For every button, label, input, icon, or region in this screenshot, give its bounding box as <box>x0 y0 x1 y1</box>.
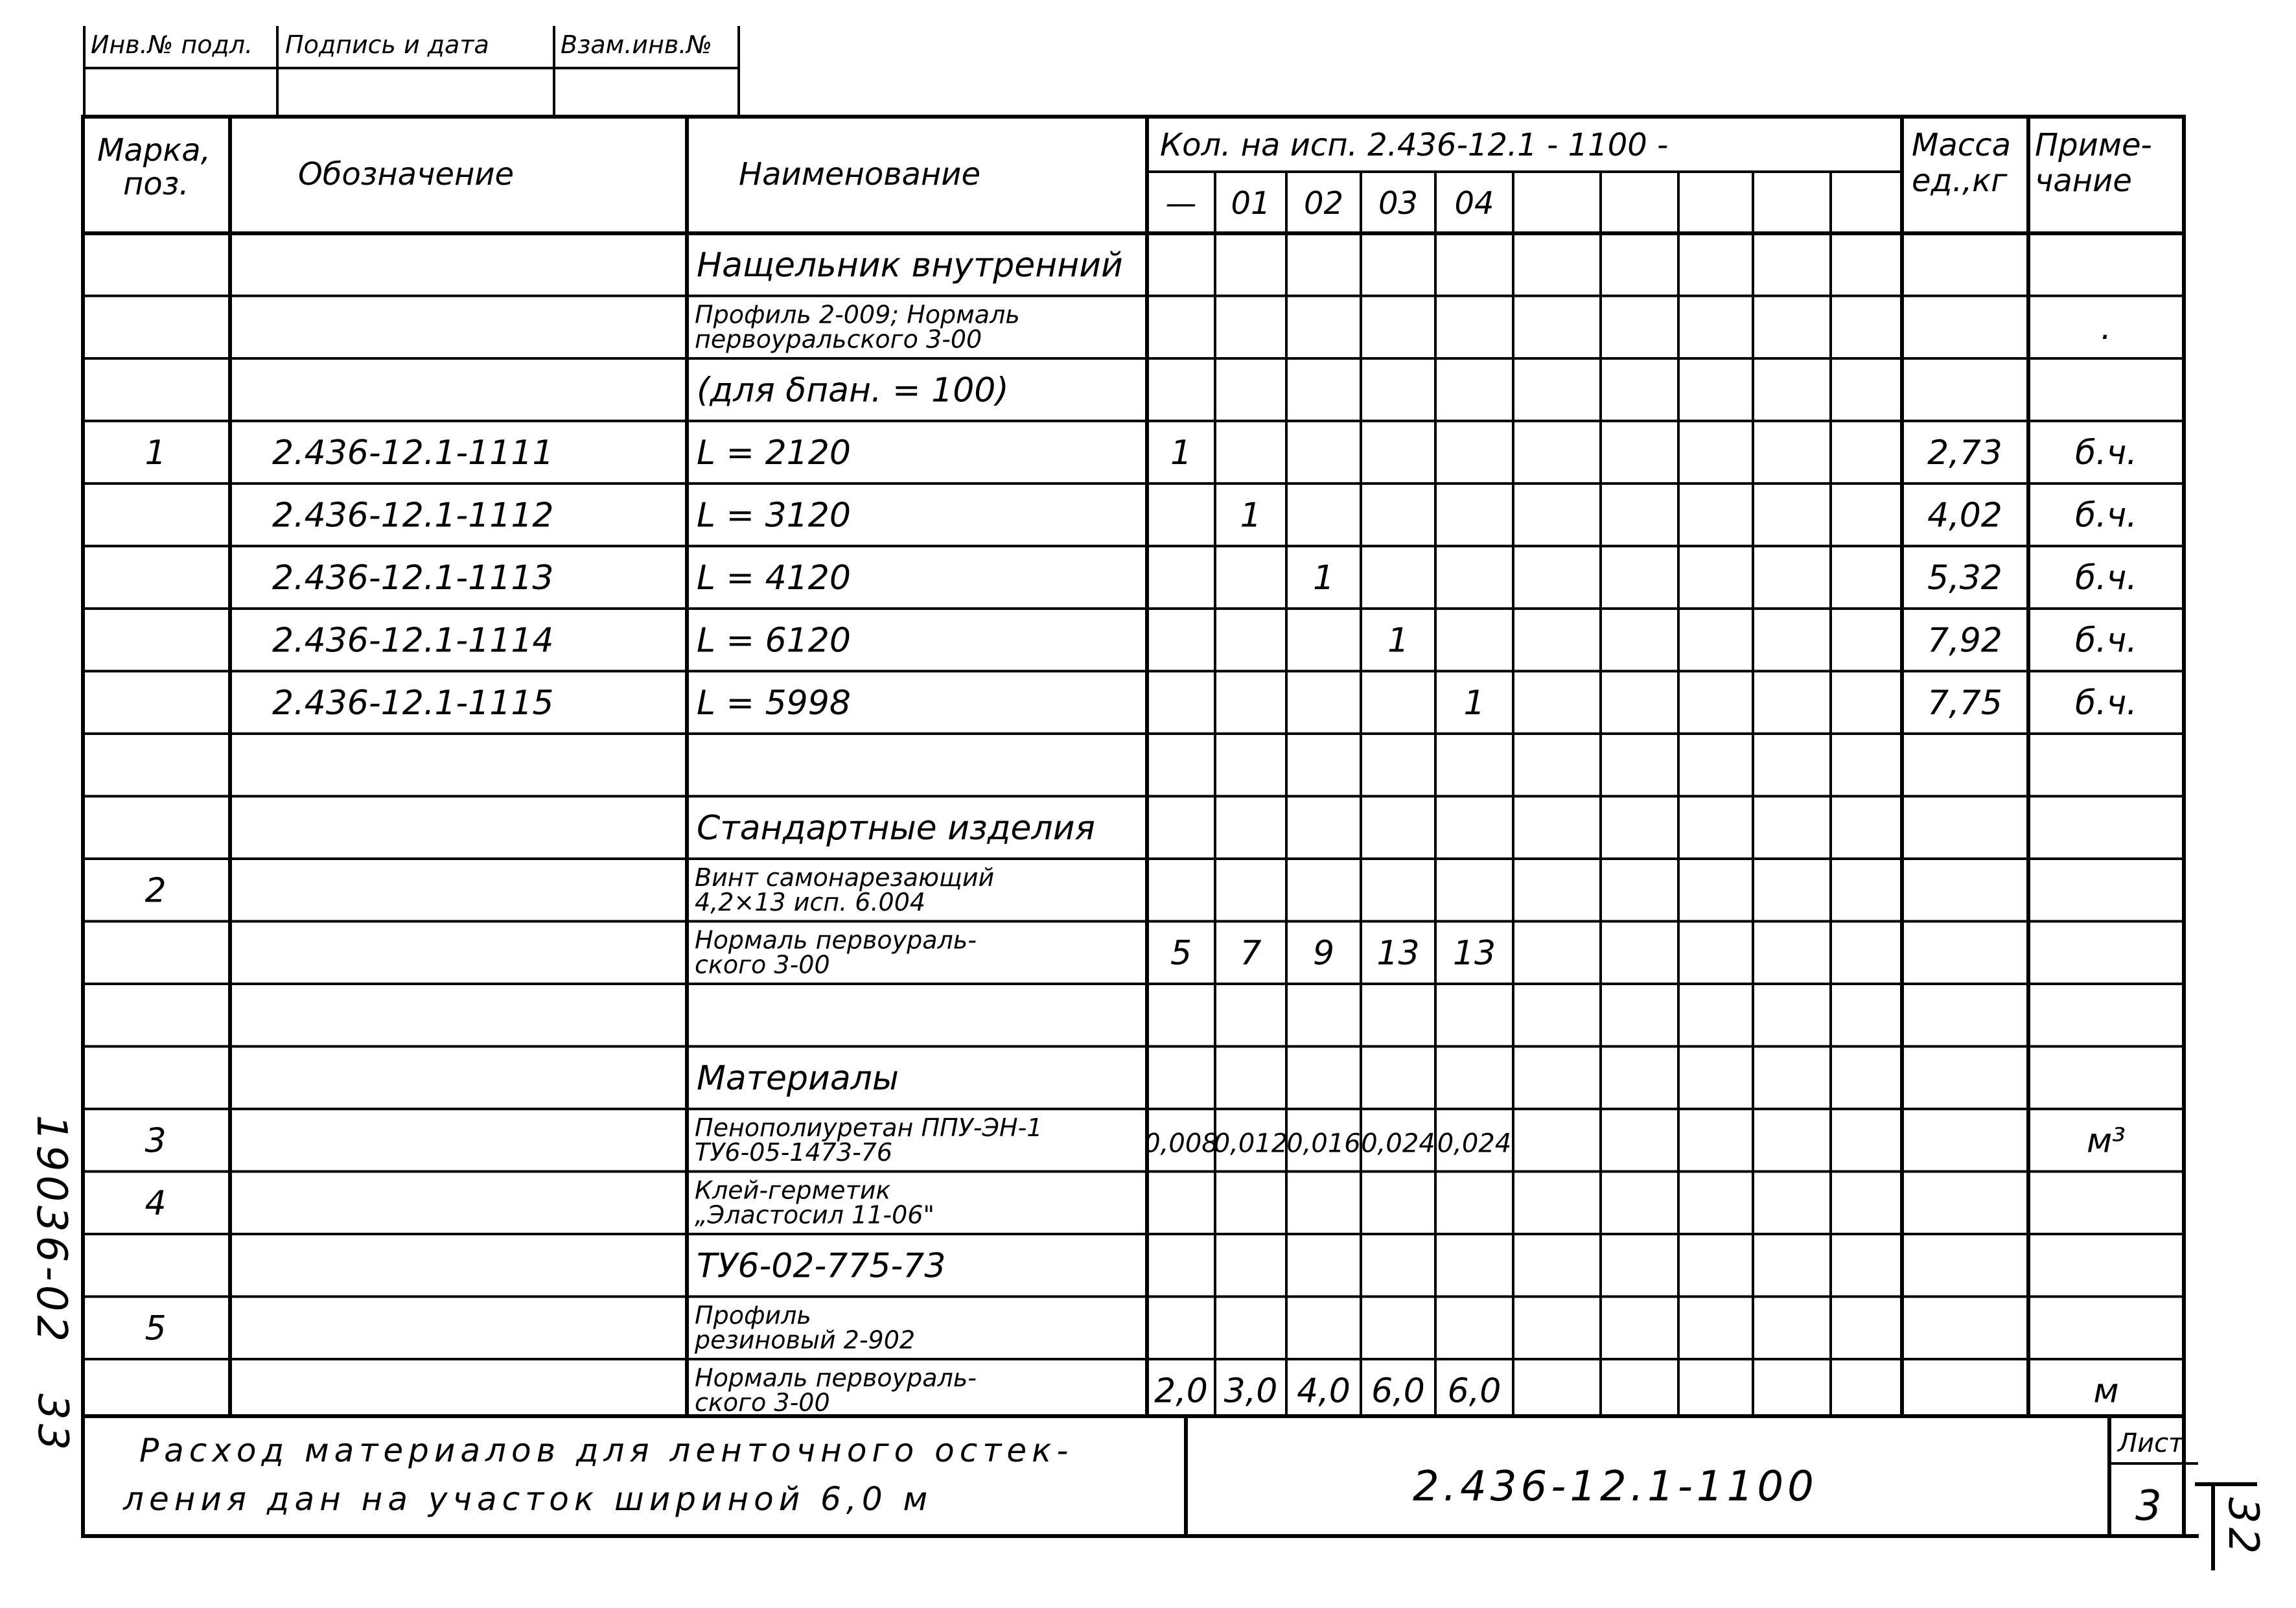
row-note: б.ч. <box>2075 683 2137 723</box>
row-position: 2 <box>145 871 167 911</box>
row-mass: 4,02 <box>1927 496 2002 535</box>
row-note: м <box>2093 1371 2119 1411</box>
row-qty-1: 3,0 <box>1223 1371 1278 1411</box>
row-note: м³ <box>2086 1121 2126 1161</box>
row-position: 4 <box>145 1183 167 1223</box>
row-designation: 2.436-12.1-1112 <box>272 496 554 535</box>
row-name: L = 4120 <box>697 558 851 598</box>
row-qty-0: 2,0 <box>1154 1371 1208 1411</box>
row-qty-0: 5 <box>1170 933 1192 973</box>
row-designation: 2.436-12.1-1114 <box>272 621 554 660</box>
stamp-replace-label: Взам.инв.№ <box>561 30 712 59</box>
row-mass: 5,32 <box>1927 558 2002 598</box>
row-qty-1: 1 <box>1240 496 1262 535</box>
row-qty-4: 0,024 <box>1437 1128 1512 1159</box>
stamp-inv-label: Инв.№ подл. <box>91 30 253 59</box>
row-mass: 7,92 <box>1927 621 2002 660</box>
row-qty-2: 9 <box>1312 933 1335 973</box>
row-name: L = 6120 <box>697 621 851 660</box>
row-name: (для δпан. = 100) <box>697 371 1009 410</box>
variant-header-4: 04 <box>1454 185 1494 222</box>
table-grid <box>83 117 2184 1416</box>
row-position: 5 <box>145 1309 167 1348</box>
row-note: б.ч. <box>2075 621 2137 660</box>
header-marka-1: Марка, <box>97 132 211 169</box>
row-qty-4: 1 <box>1463 683 1485 723</box>
footer <box>122 1416 2255 1568</box>
row-qty-2: 4,0 <box>1297 1371 1351 1411</box>
header-massa-1: Масса <box>1912 127 2012 163</box>
row-qty-3: 0,024 <box>1361 1128 1435 1159</box>
side-code: 19036-02 <box>27 1115 75 1346</box>
row-qty-0: 1 <box>1170 433 1192 472</box>
stamp-sign-label: Подпись и дата <box>285 30 489 59</box>
side-page-right: 32 <box>2219 1497 2267 1558</box>
top-stamp <box>84 27 739 117</box>
row-name: L = 5998 <box>697 683 851 723</box>
row-name-line2: резиновый 2-902 <box>695 1325 916 1355</box>
row-name-line2: ТУ6-05-1473-76 <box>695 1138 893 1167</box>
row-qty-1: 7 <box>1240 933 1262 973</box>
row-name-line1: Клей-герметик <box>695 1176 891 1205</box>
row-designation: 2.436-12.1-1115 <box>272 683 554 723</box>
row-name: ТУ6-02-775-73 <box>697 1246 946 1286</box>
row-name-line2: ского 3-00 <box>695 1388 830 1417</box>
row-name: L = 2120 <box>697 433 851 472</box>
row-name-line2: „Эластосил 11-06" <box>695 1200 934 1229</box>
row-mass: 2,73 <box>1927 433 2002 472</box>
header-oboznachenie: Обозначение <box>298 156 515 192</box>
row-name-line1: Винт самонарезающий <box>695 863 995 892</box>
row-qty-4: 6,0 <box>1447 1371 1502 1411</box>
row-name-line1: Пенополиуретан ППУ-ЭН-1 <box>695 1113 1043 1142</box>
row-name: L = 3120 <box>697 496 851 535</box>
document-code: 2.436-12.1-1100 <box>1413 1463 1818 1511</box>
row-note: б.ч. <box>2075 558 2137 598</box>
row-qty-1: 0,012 <box>1213 1128 1288 1159</box>
row-qty-2: 1 <box>1312 558 1335 598</box>
variant-header-1: 01 <box>1231 185 1271 222</box>
row-qty-3: 6,0 <box>1371 1371 1425 1411</box>
header-prim-2: чание <box>2035 163 2132 199</box>
row-name: Материалы <box>697 1058 899 1098</box>
row-name-line1: Профиль 2-009; Нормаль <box>695 300 1020 329</box>
row-name-line1: Нормаль первоураль- <box>695 926 977 955</box>
row-note: б.ч. <box>2075 496 2137 535</box>
variant-header-2: 02 <box>1303 185 1344 222</box>
row-note: б.ч. <box>2075 433 2137 472</box>
table-header <box>97 127 2152 222</box>
row-position: 3 <box>145 1121 167 1161</box>
row-position: 1 <box>145 433 167 472</box>
row-qty-2: 0,016 <box>1286 1128 1361 1159</box>
header-kol-title: Кол. на исп. 2.436-12.1 - 1100 - <box>1160 127 1669 163</box>
footer-note-line2: ления дан на участок шириной 6,0 м <box>123 1480 933 1518</box>
frame <box>83 117 2197 1536</box>
row-qty-3: 13 <box>1376 933 1420 973</box>
row-name-line2: 4,2×13 исп. 6.004 <box>695 888 926 916</box>
footer-note-line1: Расход материалов для ленточного остек- <box>139 1432 1074 1469</box>
row-name: Стандартные изделия <box>697 808 1095 848</box>
header-massa-2: ед.,кг <box>1912 163 2008 199</box>
header-prim-1: Приме- <box>2035 127 2152 163</box>
side-page-left: 33 <box>29 1393 76 1454</box>
row-mass: 7,75 <box>1927 683 2002 723</box>
sheet-number: 3 <box>2135 1482 2166 1530</box>
row-designation: 2.436-12.1-1111 <box>272 433 554 472</box>
row-qty-0: 0,008 <box>1144 1128 1218 1159</box>
sheet-label: Лист <box>2118 1428 2184 1458</box>
row-qty-4: 13 <box>1452 933 1496 973</box>
row-note: . <box>2100 308 2112 347</box>
row-name-line2: первоуральского 3-00 <box>695 325 982 354</box>
row-name-line1: Профиль <box>695 1301 811 1330</box>
row-name: Нащельник внутренний <box>697 246 1123 285</box>
header-naimenovanie: Наименование <box>739 156 981 192</box>
row-qty-3: 1 <box>1387 621 1409 660</box>
row-name-line1: Нормаль первоураль- <box>695 1364 977 1392</box>
variant-header-3: 03 <box>1378 185 1419 222</box>
variant-header-0: — <box>1165 185 1197 222</box>
header-marka-2: поз. <box>123 166 189 202</box>
row-designation: 2.436-12.1-1113 <box>272 558 554 598</box>
row-name-line2: ского 3-00 <box>695 950 830 979</box>
